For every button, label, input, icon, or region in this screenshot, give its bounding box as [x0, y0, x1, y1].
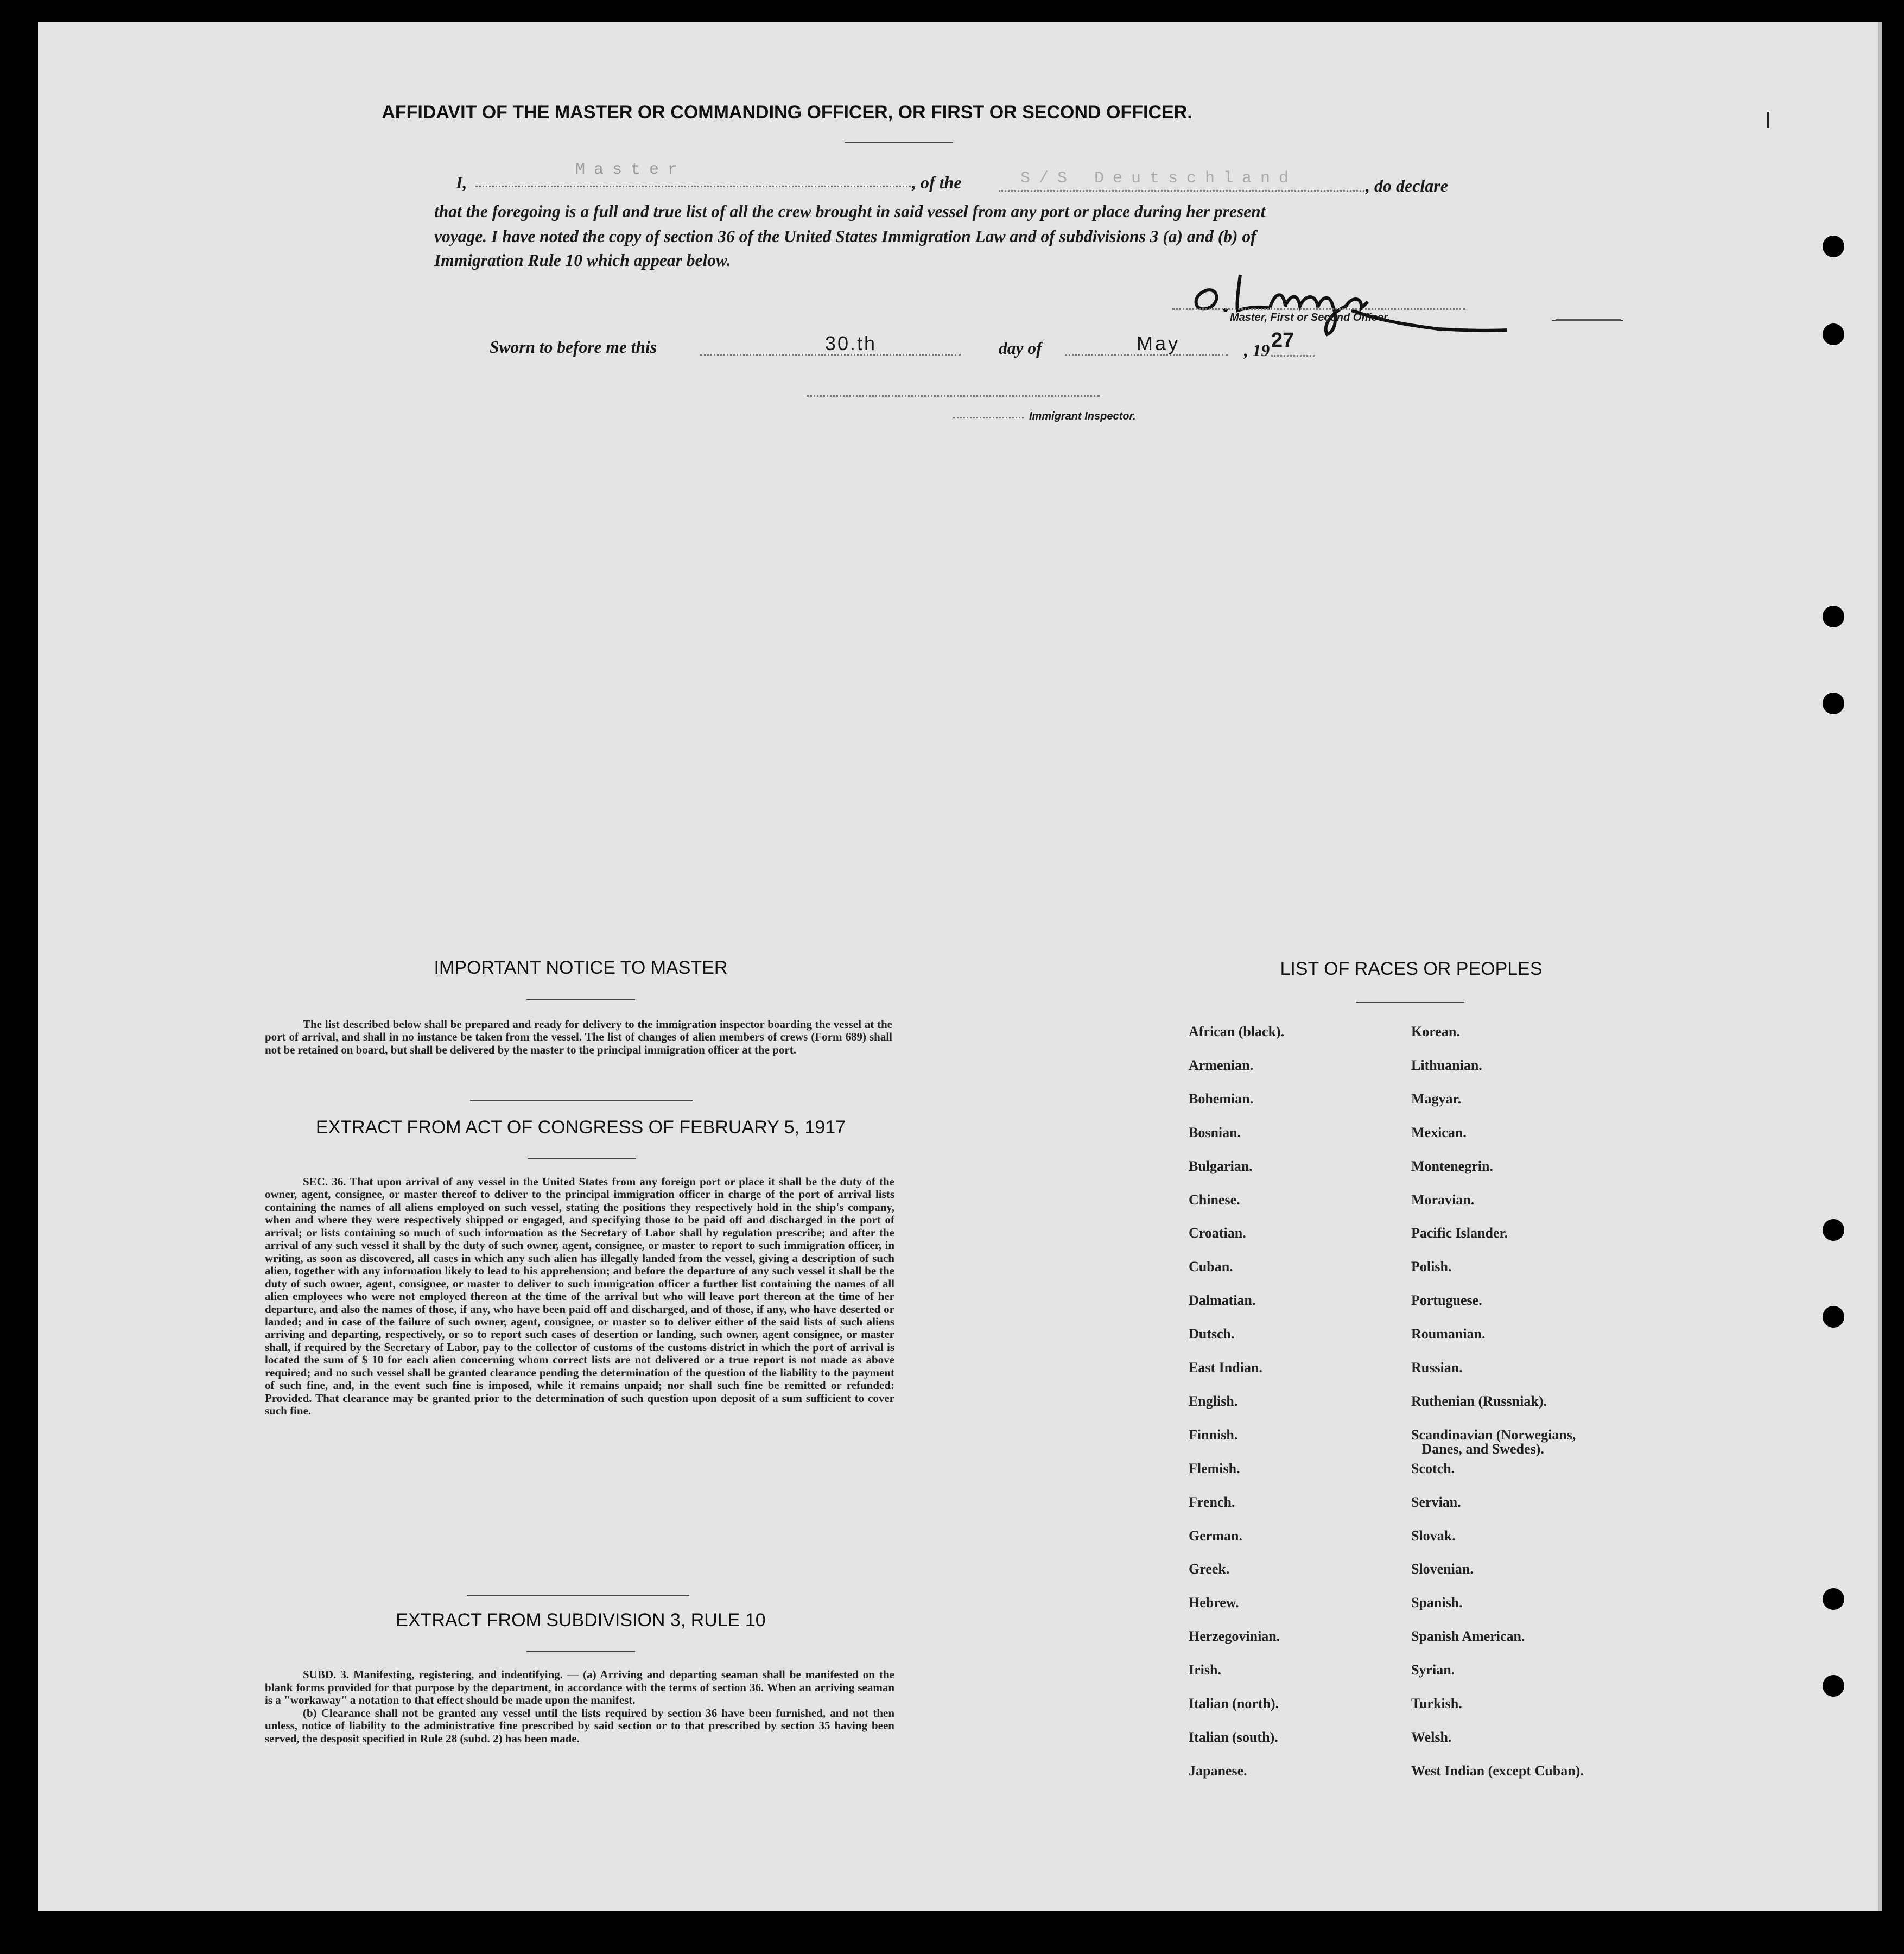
binder-hole — [1823, 1675, 1844, 1697]
scan-mark — [1556, 319, 1621, 321]
race-item: Slovak. — [1411, 1527, 1456, 1544]
inspector-caption-leader — [953, 417, 1024, 418]
race-item: West Indian (except Cuban). — [1411, 1762, 1584, 1779]
race-item: Polish. — [1411, 1259, 1452, 1275]
year-field-line — [1271, 355, 1315, 357]
race-item: Scandinavian (Norwegians, Danes, and Swedes). — [1411, 1426, 1576, 1457]
race-item: Mexican. — [1411, 1124, 1467, 1140]
race-item: Pacific Islander. — [1411, 1225, 1508, 1241]
rule-title: EXTRACT FROM SUBDIVISION 3, RULE 10 — [396, 1610, 766, 1631]
race-item: Roumanian. — [1411, 1326, 1486, 1342]
act-end-divider — [467, 1595, 689, 1596]
race-item: Dutsch. — [1189, 1326, 1235, 1342]
race-item: Bulgarian. — [1189, 1158, 1253, 1174]
year-field-value: 27 — [1271, 329, 1294, 352]
race-item: Portuguese. — [1411, 1292, 1482, 1309]
race-item: Magyar. — [1411, 1090, 1462, 1107]
officer-signature — [1189, 258, 1514, 340]
race-item: Cuban. — [1189, 1259, 1233, 1275]
race-item: Spanish American. — [1411, 1628, 1525, 1645]
race-item: East Indian. — [1189, 1360, 1262, 1375]
race-item: Turkish. — [1411, 1696, 1462, 1711]
race-item: Chinese. — [1189, 1191, 1240, 1208]
signature-caption: Master, First or Second Officer. — [1230, 312, 1391, 323]
master-field-line — [475, 186, 915, 187]
binder-hole — [1823, 1588, 1844, 1610]
race-item: Russian. — [1411, 1360, 1463, 1375]
race-item: Flemish. — [1189, 1460, 1240, 1476]
of-the-label: , of the — [912, 173, 962, 192]
notice-title: IMPORTANT NOTICE TO MASTER — [434, 957, 728, 978]
act-divider — [528, 1158, 636, 1159]
race-item: Servian. — [1411, 1494, 1461, 1510]
i-label: I, — [456, 173, 467, 192]
year-prefix: , 19 — [1244, 341, 1270, 360]
month-field-value: May — [1137, 332, 1181, 354]
races-divider — [1356, 1002, 1464, 1003]
act-text: SEC. 36. That upon arrival of any vessel in the United States from any foreign port or place it shall be the duty of the owner, agent, consignee, or master thereof to deliver to the principal immigration officer in charge of the port of arrival lists containing the names of all aliens employed on such vessel, stating the positions they respectively hold in the ship's company, when and where they were respectively shipped or engaged, and specifying those to be paid off and discharged in the port of arrival; or lists containing so much of such information as the Secretary of Labor shall by regulation prescribe; and after the arrival of any such vessel it shall by the duty of such owner, agent, consignee, or master to report to such immigration officer, in writing, as soon as discovered, all cases in which any such alien has illegally landed from the vessel, giving a description of such alien, together with any information likely to lead to his apprehension; and before the departure of any such vessel it shall be the duty of such owner, agent, consignee, or master to deliver to such immigration officer a further list containing the names of all alien employees who were not employed thereon at the time of the arrival but who will leave port thereon at the time of her departure, and also the names of those, if any, who have been paid off and discharged, and of those, if any, who have deserted or landed; and in case of the failure of such owner, agent, consignee, or master so to deliver either of the said lists of such aliens arriving and departing, respectively, or so to report such cases of desertion or landing, such owner, agent consignee, or master shall, if required by the Secretary of Labor, pay to the collector of customs of the customs district in which the port of arrival is located the sum of $ 10 for each alien concerning whom correct lists are not delivered or a true report is not made as above required; and no such vessel shall be granted clearance pending the determination of the question of the liability to the payment of such fine, and, in the event such fine is imposed, while it remains unpaid; nor shall such fine be remitted or refunded: Provided. That clearance may be granted prior to the determination of such question upon deposit of a sum sufficient to cover such fine. — [265, 1175, 894, 1418]
races-title: LIST OF RACES OR PEOPLES — [1280, 959, 1543, 979]
race-item: Syrian. — [1411, 1662, 1455, 1678]
rule-para-a: SUBD. 3. Manifesting, registering, and indentifying. — (a) Arriving and departing seaman shall be manifested on the blank forms provided for that purpose by the department, in accordance with the terms of section 36. When an arriving seaman is a "workaway" a notation to that effect should be made upon the manifest. — [265, 1668, 894, 1706]
race-item: Korean. — [1411, 1024, 1460, 1039]
day-field-value: 30.th — [825, 332, 877, 354]
inspector-caption: Immigrant Inspector. — [1029, 410, 1136, 422]
notice-end-divider — [470, 1100, 693, 1101]
race-item: Armenian. — [1189, 1057, 1254, 1073]
binder-hole — [1823, 236, 1844, 257]
master-field-value: Master — [575, 161, 687, 179]
race-item: Greek. — [1189, 1561, 1230, 1577]
rule-text — [265, 1668, 894, 1745]
race-item: Croatian. — [1189, 1225, 1246, 1241]
binder-hole — [1823, 1219, 1844, 1241]
binder-hole — [1823, 693, 1844, 714]
day-field-line — [700, 354, 961, 356]
race-item: Hebrew. — [1189, 1595, 1239, 1611]
vessel-field-line — [999, 190, 1368, 192]
race-item: Spanish. — [1411, 1595, 1463, 1611]
race-item: Scotch. — [1411, 1460, 1455, 1476]
race-item: French. — [1189, 1494, 1235, 1510]
race-item: Herzegovinian. — [1189, 1628, 1280, 1645]
declaration-line-4: Immigration Rule 10 which appear below. — [434, 251, 731, 270]
signature-line — [1172, 308, 1465, 310]
notice-divider — [526, 999, 635, 1000]
race-item: Bosnian. — [1189, 1124, 1241, 1140]
binder-hole — [1823, 606, 1844, 627]
race-item: Italian (north). — [1189, 1696, 1279, 1711]
act-title: EXTRACT FROM ACT OF CONGRESS OF FEBRUARY 5, 1917 — [315, 1117, 846, 1138]
race-item: Lithuanian. — [1411, 1057, 1482, 1073]
title-divider — [845, 142, 953, 143]
declaration-line-3: voyage. I have noted the copy of section 36 of the United States Immigration Law and of subdivisions 3 (a) and (b) of — [434, 227, 1256, 246]
rule-para-b: (b) Clearance shall not be granted any vessel until the lists required by section 36 have been furnished, and not then unless, notice of liability to the administrative fine prescribed by said section or to that prescribed by section 35 having been served, the desposit specified in Rule 28 (subd. 2) has been made. — [265, 1706, 894, 1745]
affidavit-title: AFFIDAVIT OF THE MASTER OR COMMANDING OFFICER, OR FIRST OR SECOND OFFICER. — [382, 102, 1192, 123]
race-item: Finnish. — [1189, 1426, 1238, 1443]
inspector-signature-line — [807, 395, 1100, 397]
vessel-field-value: S/S Deutschland — [1020, 169, 1298, 188]
do-declare-label: , do declare — [1366, 176, 1448, 195]
day-of-label: day of — [999, 339, 1042, 358]
sworn-label: Sworn to before me this — [490, 338, 657, 357]
race-item: Montenegrin. — [1411, 1158, 1493, 1174]
binder-hole — [1823, 1306, 1844, 1328]
race-item: Slovenian. — [1411, 1561, 1474, 1577]
race-item: Italian (south). — [1189, 1729, 1278, 1745]
declaration-line-2: that the foregoing is a full and true list of all the crew brought in said vessel from any port or place during her present — [434, 202, 1266, 221]
race-item: German. — [1189, 1527, 1242, 1544]
month-field-line — [1065, 354, 1228, 356]
race-item: Welsh. — [1411, 1729, 1452, 1745]
binder-hole — [1823, 323, 1844, 345]
race-item: Japanese. — [1189, 1762, 1247, 1779]
notice-text: The list described below shall be prepared and ready for delivery to the immigration inspector boarding the vessel at the port of arrival, and shall in no instance be taken from the vessel. The list of changes of alien members of crews (Form 689) shall not be retained on board, but shall be delivered by the master to the principal immigration officer at the port. — [265, 1018, 892, 1056]
race-item: Irish. — [1189, 1662, 1221, 1678]
scan-mark — [1767, 112, 1769, 128]
race-item: Bohemian. — [1189, 1090, 1254, 1107]
race-item: African (black). — [1189, 1024, 1285, 1039]
race-item: Dalmatian. — [1189, 1292, 1256, 1309]
race-item: Ruthenian (Russniak). — [1411, 1393, 1547, 1409]
race-item: English. — [1189, 1393, 1238, 1409]
race-item: Moravian. — [1411, 1191, 1475, 1208]
rule-divider — [526, 1651, 635, 1652]
